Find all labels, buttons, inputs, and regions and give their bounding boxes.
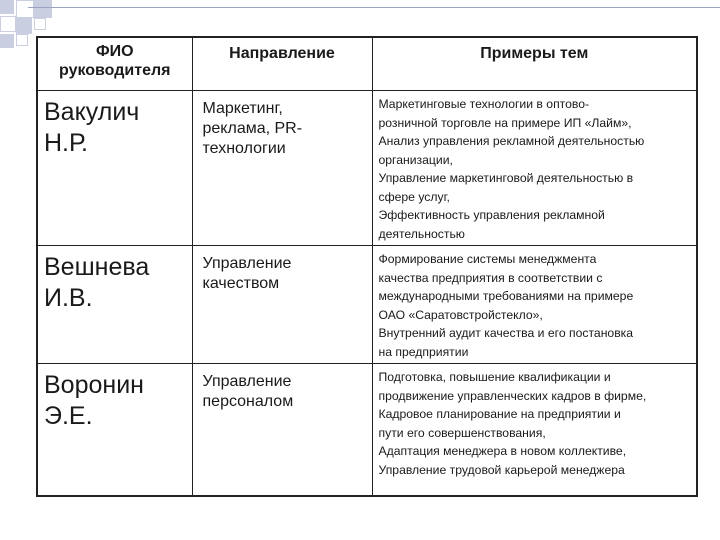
header-name-line1: ФИО [95,43,134,60]
supervisor-name-cell [37,364,192,497]
table-row [37,364,697,497]
direction-line: Управление [202,373,292,390]
supervisor-name-cell [37,246,192,364]
supervisor-surname: Воронин [44,371,144,399]
direction-line: технологии [202,140,286,157]
header-direction: Направление [229,45,335,62]
direction-line: персоналом [202,393,294,410]
deco-square [34,0,52,18]
deco-square [0,0,14,14]
supervisor-surname: Вешнева [44,253,150,281]
deco-square [16,18,32,34]
header-topics: Примеры тем [480,45,589,62]
table-row [37,246,697,364]
topic-line: организации, [378,152,453,167]
deco-square [34,18,46,30]
deco-square [16,34,28,46]
direction-line: качеством [202,275,280,292]
header-name-cell [37,37,192,91]
topic-line: ОАО «Саратовстройстекло», [378,307,543,322]
topic-line: на предприятии [378,344,469,359]
topic-line: Маркетинговые технологии в оптово- [378,97,590,111]
table-header-row [37,37,697,91]
topic-line: Подготовка, повышение квалификации и [378,370,611,384]
topic-line: Формирование системы менеджмента [378,252,597,266]
topics-cell [372,91,697,246]
table-row [37,91,697,246]
topic-line: деятельностью [378,226,465,241]
direction-line: Маркетинг, [202,100,283,117]
topic-line: розничной торговле на примере ИП «Лайм», [378,115,632,130]
deco-square [16,0,34,18]
topic-line: Адаптация менеджера в новом коллективе, [378,444,627,458]
supervisor-surname: Вакулич [44,98,140,126]
direction-cell [192,364,372,497]
direction-cell [192,246,372,364]
direction-line: Управление [202,255,292,272]
topic-line: Эффективность управления рекламной [378,208,605,222]
supervisor-initials: Н.Р. [44,129,88,157]
supervisors-table [36,36,698,497]
direction-cell [192,91,372,246]
topic-line: Управление трудовой карьерой менеджера [378,462,625,477]
deco-square [0,16,16,32]
header-rule [28,7,720,8]
topic-line: Анализ управления рекламной деятельностью [378,134,645,148]
topics-cell [372,246,697,364]
topics-cell [372,364,697,497]
deco-square [0,34,14,48]
topic-line: продвижение управленческих кадров в фирме, [378,388,647,403]
topic-line: Управление маркетинговой деятельностью в [378,171,634,185]
topic-line: Кадровое планирование на предприятии и [378,407,621,421]
header-name-line2: руководителя [59,62,171,79]
supervisor-name-cell [37,91,192,246]
supervisor-initials: Э.Е. [44,402,93,430]
topic-line: международными требованиями на примере [378,289,634,303]
topic-line: качества предприятия в соответствии с [378,270,603,285]
header-direction-cell [192,37,372,91]
topic-line: Внутренний аудит качества и его постановка [378,326,634,340]
topic-line: сфере услуг, [378,189,450,204]
header-topics-cell [372,37,697,91]
direction-line: реклама, PR- [202,120,303,137]
supervisor-initials: И.В. [44,284,93,312]
topic-line: пути его совершенствования, [378,425,546,440]
